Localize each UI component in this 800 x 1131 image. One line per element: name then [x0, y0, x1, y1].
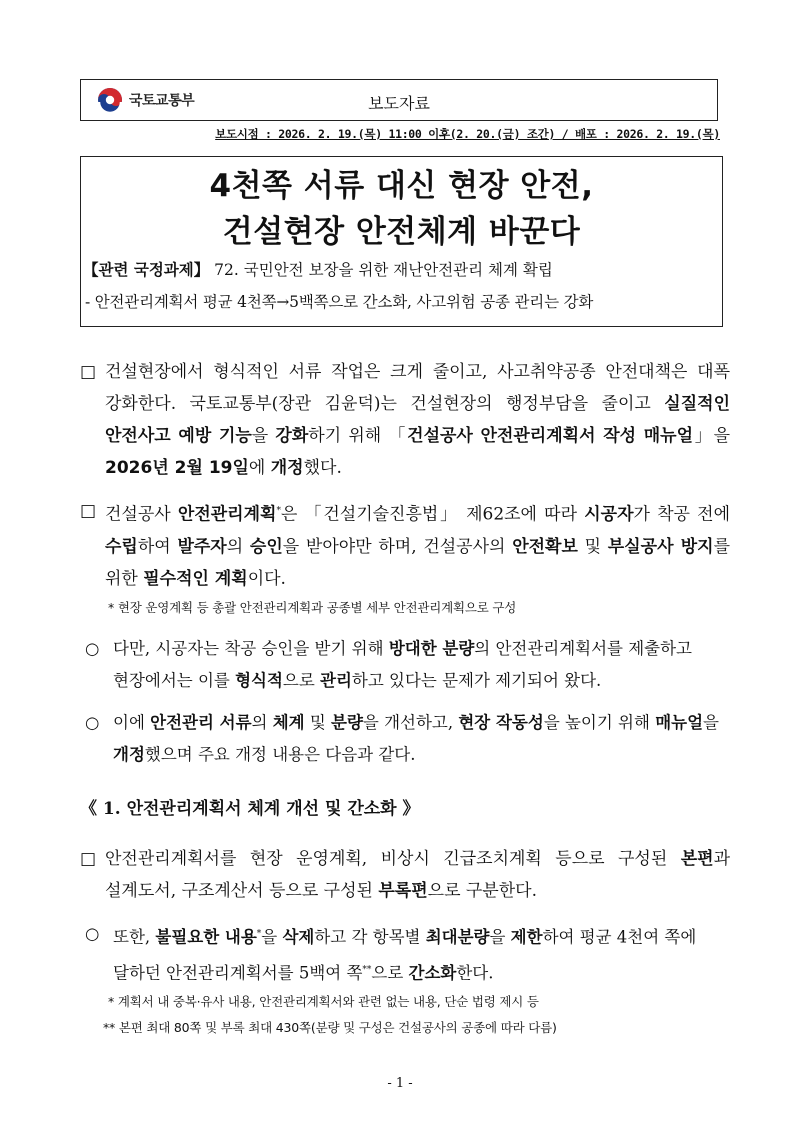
related-text: 72. 국민안전 보장을 위한 재난안전관리 체계 확립	[209, 261, 553, 279]
page-title	[81, 163, 722, 255]
box-bullet: □	[80, 501, 97, 521]
related-tag: 【관련 국정과제】	[83, 261, 210, 279]
paragraph-3: □ 안전관리계획서를 현장 운영계획, 비상시 긴급조치계획 등으로 구성된 본편과 설계도서, 구조계산서 등으로 구성된 부록편으로 구분한다.	[80, 843, 730, 907]
title-line-2: 건설현장 안전체계 바꾼다	[222, 214, 581, 250]
doc-type-label: 보도자료	[368, 94, 430, 113]
box-bullet: □	[80, 362, 97, 382]
paragraph-2: □ 건설공사 안전관리계획*은 「건설기술진흥법」 제62조에 따라 시공자가 착공 전에 수립하여 발주자의 승인을 받아야만 하며, 건설공사의 안전확보 및 부실공사 방지를 위한 필수적인 계획이다.	[80, 495, 730, 595]
circle-bullet: ○	[85, 639, 100, 658]
footnote-2: * 계획서 내 중복·유사 내용, 안전관리계획서와 관련 없는 내용, 단순 법령 제시 등	[108, 994, 539, 1009]
sub-bullet-2: ○ 이에 안전관리 서류의 체계 및 분량을 개선하고, 현장 작동성을 높이기 위해 매뉴얼을 개정했으며 주요 개정 내용은 다음과 같다.	[85, 707, 730, 771]
title-line-1: 4천쪽 서류 대신 현장 안전,	[209, 168, 594, 204]
title-box	[80, 156, 723, 327]
footnote-1: * 현장 운영계획 등 총괄 안전관리계획과 공종별 세부 안전관리계획으로 구성	[108, 600, 517, 615]
circle-bullet: ○	[85, 713, 100, 732]
circle-bullet: ○	[85, 924, 100, 943]
sub-bullet-3: ○ 또한, 불필요한 내용*을 삭제하고 각 항목별 최대분량을 제한하여 평균 4천여 쪽에 달하던 안전관리계획서를 5백여 쪽**으로 간소화한다.	[85, 918, 730, 989]
sub-bullet-1: ○ 다만, 시공자는 착공 승인을 받기 위해 방대한 분량의 안전관리계획서를 제출하고 현장에서는 이를 형식적으로 관리하고 있다는 문제가 제기되어 왔다.	[85, 633, 730, 697]
footnote-3: ** 본편 최대 80쪽 및 부록 최대 430쪽(분량 및 구성은 건설공사의 공종에 따라 다름)	[103, 1020, 557, 1035]
ministry-name: 국토교통부	[129, 93, 195, 109]
release-info: 보도시점 : 2026. 2. 19.(목) 11:00 이후(2. 20.(금) 조간) / 배포 : 2026. 2. 19.(목)	[215, 127, 720, 141]
header-box	[80, 79, 718, 121]
subtitle: - 안전관리계획서 평균 4천쪽→5백쪽으로 간소화, 사고위험 공종 관리는 강화	[85, 293, 594, 311]
box-bullet: □	[80, 849, 97, 869]
page-number: - 1 -	[387, 1076, 413, 1091]
related-task	[83, 258, 553, 280]
section-heading-1: 《 1. 안전관리계획서 체계 개선 및 간소화 》	[80, 799, 420, 819]
paragraph-1: □ 건설현장에서 형식적인 서류 작업은 크게 줄이고, 사고취약공종 안전대책은 대폭 강화한다. 국토교통부(장관 김윤덕)는 건설현장의 행정부담을 줄이고 실질적인 안전사고 예방 기능을 강화하기 위해 「건설공사 안전관리계획서 작성 매뉴얼」을 2026년 2월 19일에 개정했다.	[80, 356, 730, 484]
